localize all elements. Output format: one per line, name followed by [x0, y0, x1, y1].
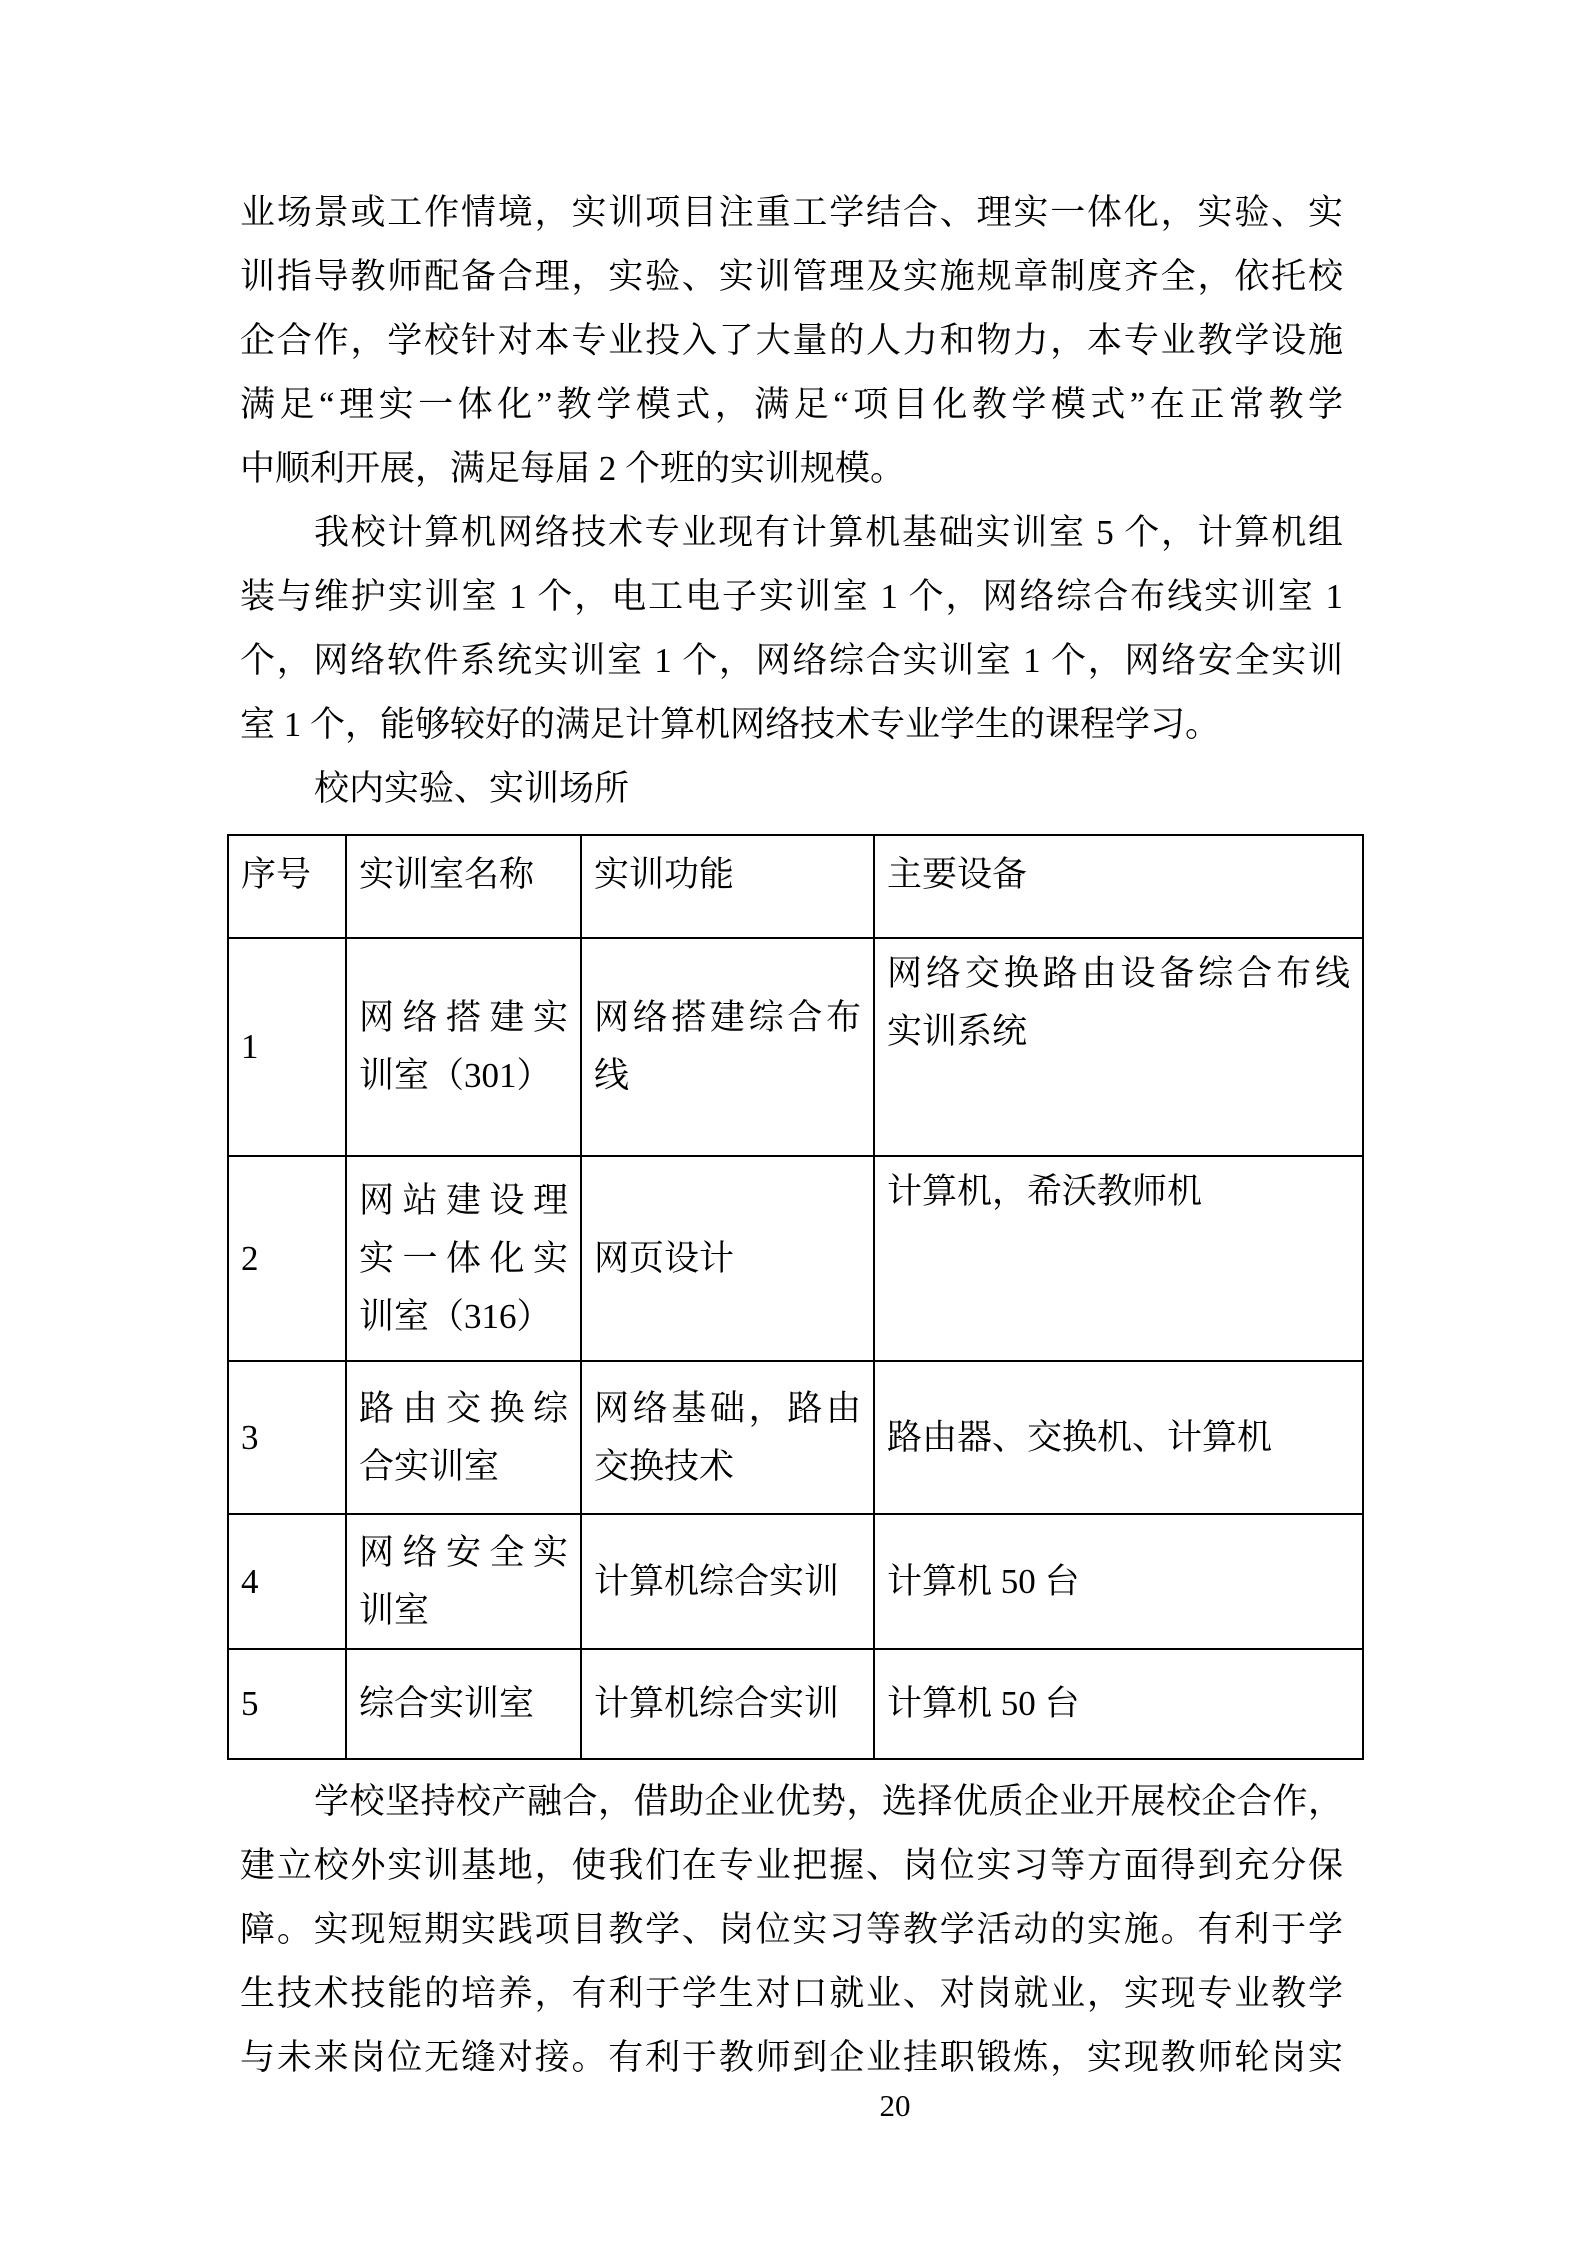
- table-cell: [874, 1156, 1363, 1361]
- text-line: 计算机 50 台: [887, 1684, 1080, 1723]
- text-line: 生技术技能的培养，有利于学生对口就业、对岗就业，实现专业教学: [240, 1974, 1343, 2013]
- column-header: 序号: [228, 835, 346, 938]
- text-line: 网络搭建综合布: [594, 998, 861, 1037]
- text-line: 3: [241, 1417, 259, 1457]
- text-line: 装与维护实训室 1 个，电工电子实训室 1 个，网络综合布线实训室 1: [240, 577, 1343, 616]
- text-line: 计算机 50 台: [887, 1561, 1080, 1601]
- text-line: 综合实训室: [359, 1684, 535, 1723]
- table-cell: [228, 1514, 346, 1649]
- table-cell: [228, 1361, 346, 1514]
- page-number: 20: [879, 2088, 911, 2123]
- column-header: 实训功能: [581, 835, 874, 938]
- section-heading: 校内实验、实训场所: [314, 769, 630, 808]
- paragraph-2: [240, 501, 1343, 757]
- text-line: 训指导教师配备合理，实验、实训管理及实施规章制度齐全，依托校: [240, 257, 1343, 296]
- text-line: 训室（301）: [359, 1056, 552, 1095]
- table-cell: [581, 1361, 874, 1514]
- text-line: 业场景或工作情境，实训项目注重工学结合、理实一体化，实验、实: [240, 193, 1343, 232]
- text-line: 实一体化实: [359, 1238, 568, 1278]
- text-line: 计算机，希沃教师机: [887, 1172, 1203, 1211]
- text-line: 训室: [359, 1590, 430, 1630]
- table-cell: [346, 1361, 581, 1514]
- text-line: 4: [241, 1561, 259, 1601]
- table-row: [228, 1156, 1363, 1361]
- table-cell: [874, 1361, 1363, 1514]
- text-line: 路由器、交换机、计算机: [887, 1417, 1273, 1457]
- table-cell: [581, 1514, 874, 1649]
- text-line: 与未来岗位无缝对接。有利于教师到企业挂职锻炼，实现教师轮岗实: [240, 2038, 1343, 2077]
- table-row: [228, 1649, 1363, 1759]
- facilities-table-header-row: [228, 835, 1363, 938]
- text-line: 1: [241, 1027, 259, 1066]
- paragraph-3: [240, 1770, 1343, 2090]
- facilities-table-body: [228, 938, 1363, 1759]
- table-cell: [874, 1649, 1363, 1759]
- text-line: 网络基础，路由: [594, 1388, 861, 1428]
- text-line: 室 1 个，能够较好的满足计算机网络技术专业学生的课程学习。: [240, 705, 1221, 744]
- facilities-table: [227, 834, 1364, 1760]
- text-line: 学校坚持校产融合，借助企业优势，选择优质企业开展校企合作，: [314, 1782, 1343, 1821]
- table-cell: [346, 1514, 581, 1649]
- text-line: 网络搭建实: [359, 998, 568, 1037]
- text-line: 计算机综合实训: [594, 1561, 840, 1601]
- table-cell: [346, 938, 581, 1156]
- text-line: 网页设计: [594, 1238, 735, 1278]
- text-line: 线: [594, 1056, 630, 1095]
- text-line: 建立校外实训基地，使我们在专业把握、岗位实习等方面得到充分保: [240, 1846, 1343, 1885]
- text-line: 障。实现短期实践项目教学、岗位实习等教学活动的实施。有利于学: [240, 1910, 1343, 1949]
- table-cell: [346, 1156, 581, 1361]
- text-line: 合实训室: [359, 1446, 500, 1486]
- table-cell: [228, 1649, 346, 1759]
- table-cell: [874, 1514, 1363, 1649]
- table-row: [228, 938, 1363, 1156]
- text-line: 实训系统: [887, 1012, 1028, 1051]
- text-line: 企合作，学校针对本专业投入了大量的人力和物力，本专业教学设施: [240, 321, 1343, 360]
- column-header: 主要设备: [874, 835, 1363, 938]
- table-cell: [228, 938, 346, 1156]
- text-line: 训室（316）: [359, 1296, 552, 1336]
- table-cell: [581, 938, 874, 1156]
- text-line: 2: [241, 1238, 259, 1278]
- text-line: 网络安全实: [359, 1532, 568, 1572]
- text-line: 我校计算机网络技术专业现有计算机基础实训室 5 个，计算机组: [314, 513, 1343, 552]
- table-cell: [874, 938, 1363, 1156]
- text-line: 交换技术: [594, 1446, 735, 1486]
- text-line: 路由交换综: [359, 1388, 568, 1428]
- text-line: 个，网络软件系统实训室 1 个，网络综合实训室 1 个，网络安全实训: [240, 641, 1343, 680]
- text-line: 5: [241, 1684, 259, 1723]
- table-cell: [346, 1649, 581, 1759]
- table-cell: [581, 1156, 874, 1361]
- text-line: 中顺利开展，满足每届 2 个班的实训规模。: [240, 449, 906, 488]
- text-line: 网站建设理: [359, 1180, 568, 1220]
- paragraph-1: [240, 181, 1343, 501]
- table-cell: [228, 1156, 346, 1361]
- text-line: 计算机综合实训: [594, 1684, 840, 1723]
- column-header: 实训室名称: [346, 835, 581, 938]
- table-row: [228, 1514, 1363, 1649]
- table-cell: [581, 1649, 874, 1759]
- text-line: 网络交换路由设备综合布线: [887, 954, 1350, 993]
- table-row: [228, 1361, 1363, 1514]
- text-line: 满足“理实一体化”教学模式，满足“项目化教学模式”在正常教学: [240, 385, 1343, 424]
